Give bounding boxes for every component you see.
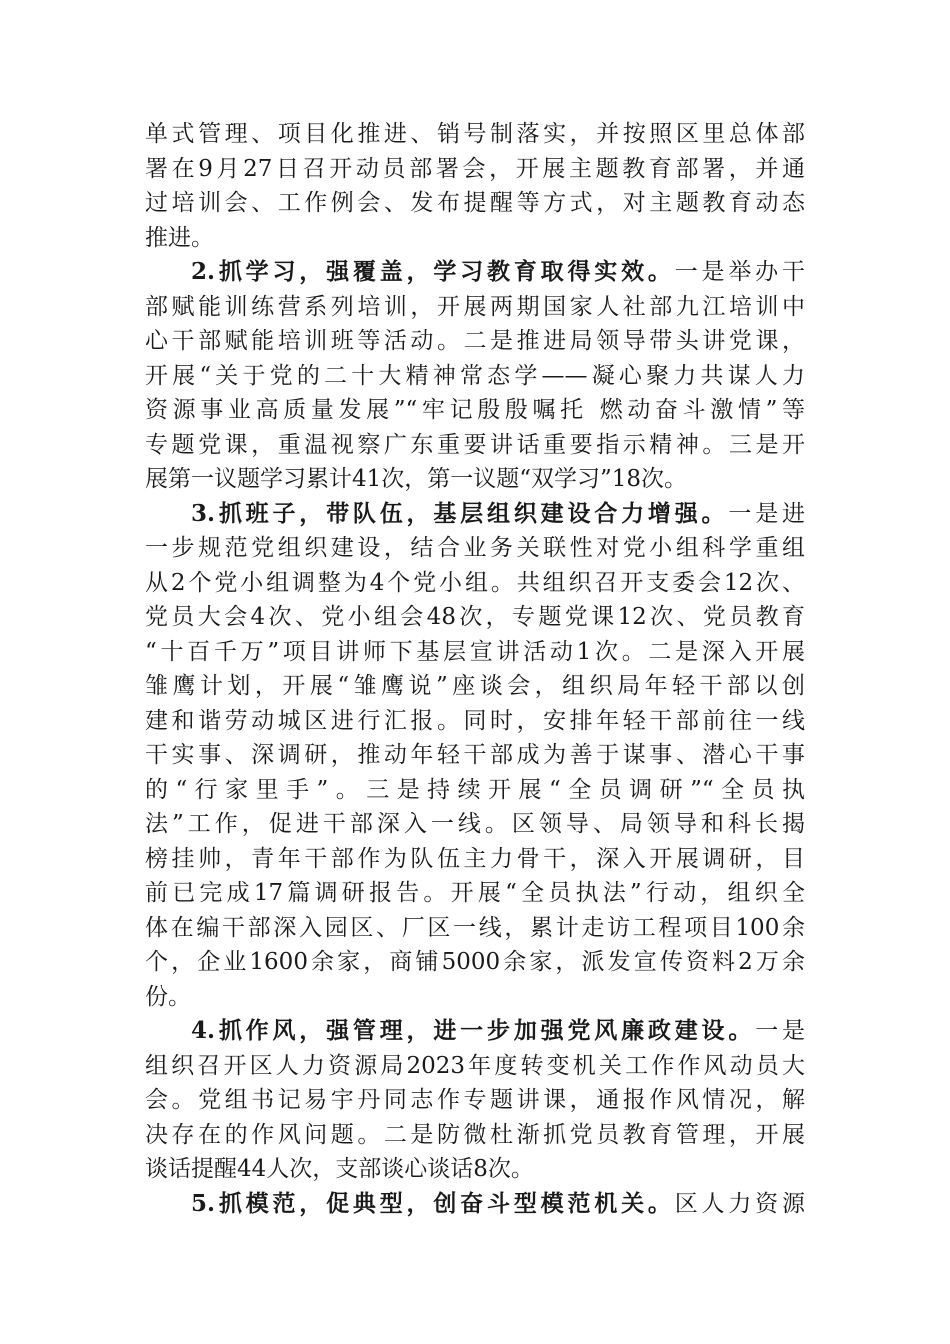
- body-line: 从2个党小组调整为4个党小组。共组织召开支委会12次、: [145, 569, 805, 596]
- body-line: 干实事、深调研，推动年轻干部成为善于谋事、潜心干事: [145, 742, 805, 768]
- section-heading: 5.抓模范，促典型，创奋斗型模范机关。: [191, 1189, 675, 1217]
- body-line: 份。: [145, 983, 191, 1010]
- body-line: 推进。: [145, 224, 214, 251]
- body-line: 的“行家里手”。三是持续开展“全员调研”“全员执: [145, 776, 805, 803]
- body-line: 谈话提醒44人次，支部谈心谈话8次。: [145, 1156, 534, 1182]
- body-line: 决存在的作风问题。二是防微杜渐抓党员教育管理，开展: [145, 1121, 805, 1148]
- document-page: [145, 117, 805, 1221]
- body-line: 前已完成17篇调研报告。开展“全员执法”行动，组织全: [145, 880, 805, 906]
- body-line: 榜挂帅，青年干部作为队伍主力骨干，深入开展调研，目: [145, 845, 805, 872]
- body-line: 署在9月27日召开动员部署会，开展主题教育部署，并通: [145, 155, 805, 182]
- section-heading-line: [145, 497, 805, 532]
- body-line: 体在编干部深入园区、厂区一线，累计走访工程项目100余: [145, 914, 805, 941]
- body-line: 一步规范党组织建设，结合业务关联性对党小组科学重组: [145, 535, 805, 561]
- body-line: 资源事业高质量发展”“牢记殷殷嘱托 燃动奋斗激情”等: [145, 397, 805, 423]
- body-text: 一是进: [728, 500, 805, 527]
- body-text: 一是: [755, 1018, 805, 1044]
- section-heading: 3.抓班子，带队伍，基层组织建设合力增强。: [191, 499, 729, 527]
- body-line: 个，企业1600余家，商铺5000余家，派发宣传资料2万余: [145, 949, 805, 975]
- section-heading-line: [145, 1014, 805, 1049]
- body-line: 开展“关于党的二十大精神常态学——凝心聚力共谋人力: [145, 362, 805, 389]
- body-line: 专题党课，重温视察广东重要讲话重要指示精神。三是开: [145, 431, 805, 458]
- body-line: 建和谐劳动城区进行汇报。同时，安排年轻干部前往一线: [145, 707, 805, 734]
- body-line: 法”工作，促进干部深入一线。区领导、局领导和科长揭: [145, 811, 805, 837]
- section-heading: 2.抓学习，强覆盖，学习教育取得实效。: [191, 258, 675, 285]
- section-heading: 4.抓作风，强管理，进一步加强党风廉政建设。: [191, 1017, 756, 1044]
- body-line: 展第一议题学习累计41次，第一议题“双学习”18次。: [145, 466, 688, 492]
- body-line: 单式管理、项目化推进、销号制落实，并按照区里总体部: [145, 121, 805, 147]
- body-line: 会。党组书记易宇丹同志作专题讲课，通报作风情况，解: [145, 1087, 805, 1113]
- body-line: 心干部赋能培训班等活动。二是推进局领导带头讲党课，: [145, 328, 805, 354]
- body-line: “十百千万”项目讲师下基层宣讲活动1次。二是深入开展: [145, 638, 805, 665]
- section-heading-line: [145, 255, 805, 290]
- body-text: 一是举办干: [674, 259, 805, 285]
- body-line: 雏鹰计划，开展“雏鹰说”座谈会，组织局年轻干部以创: [145, 673, 805, 699]
- body-text: 区人力资源: [674, 1190, 805, 1217]
- body-line: 组织召开区人力资源局2023年度转变机关工作作风动员大: [145, 1052, 805, 1079]
- body-line: 党员大会4次、党小组会48次，专题党课12次、党员教育: [145, 604, 805, 630]
- section-heading-line: [145, 1187, 805, 1222]
- body-line: 过培训会、工作例会、发布提醒等方式，对主题教育动态: [145, 190, 805, 216]
- body-line: 部赋能训练营系列培训，开展两期国家人社部九江培训中: [145, 293, 805, 320]
